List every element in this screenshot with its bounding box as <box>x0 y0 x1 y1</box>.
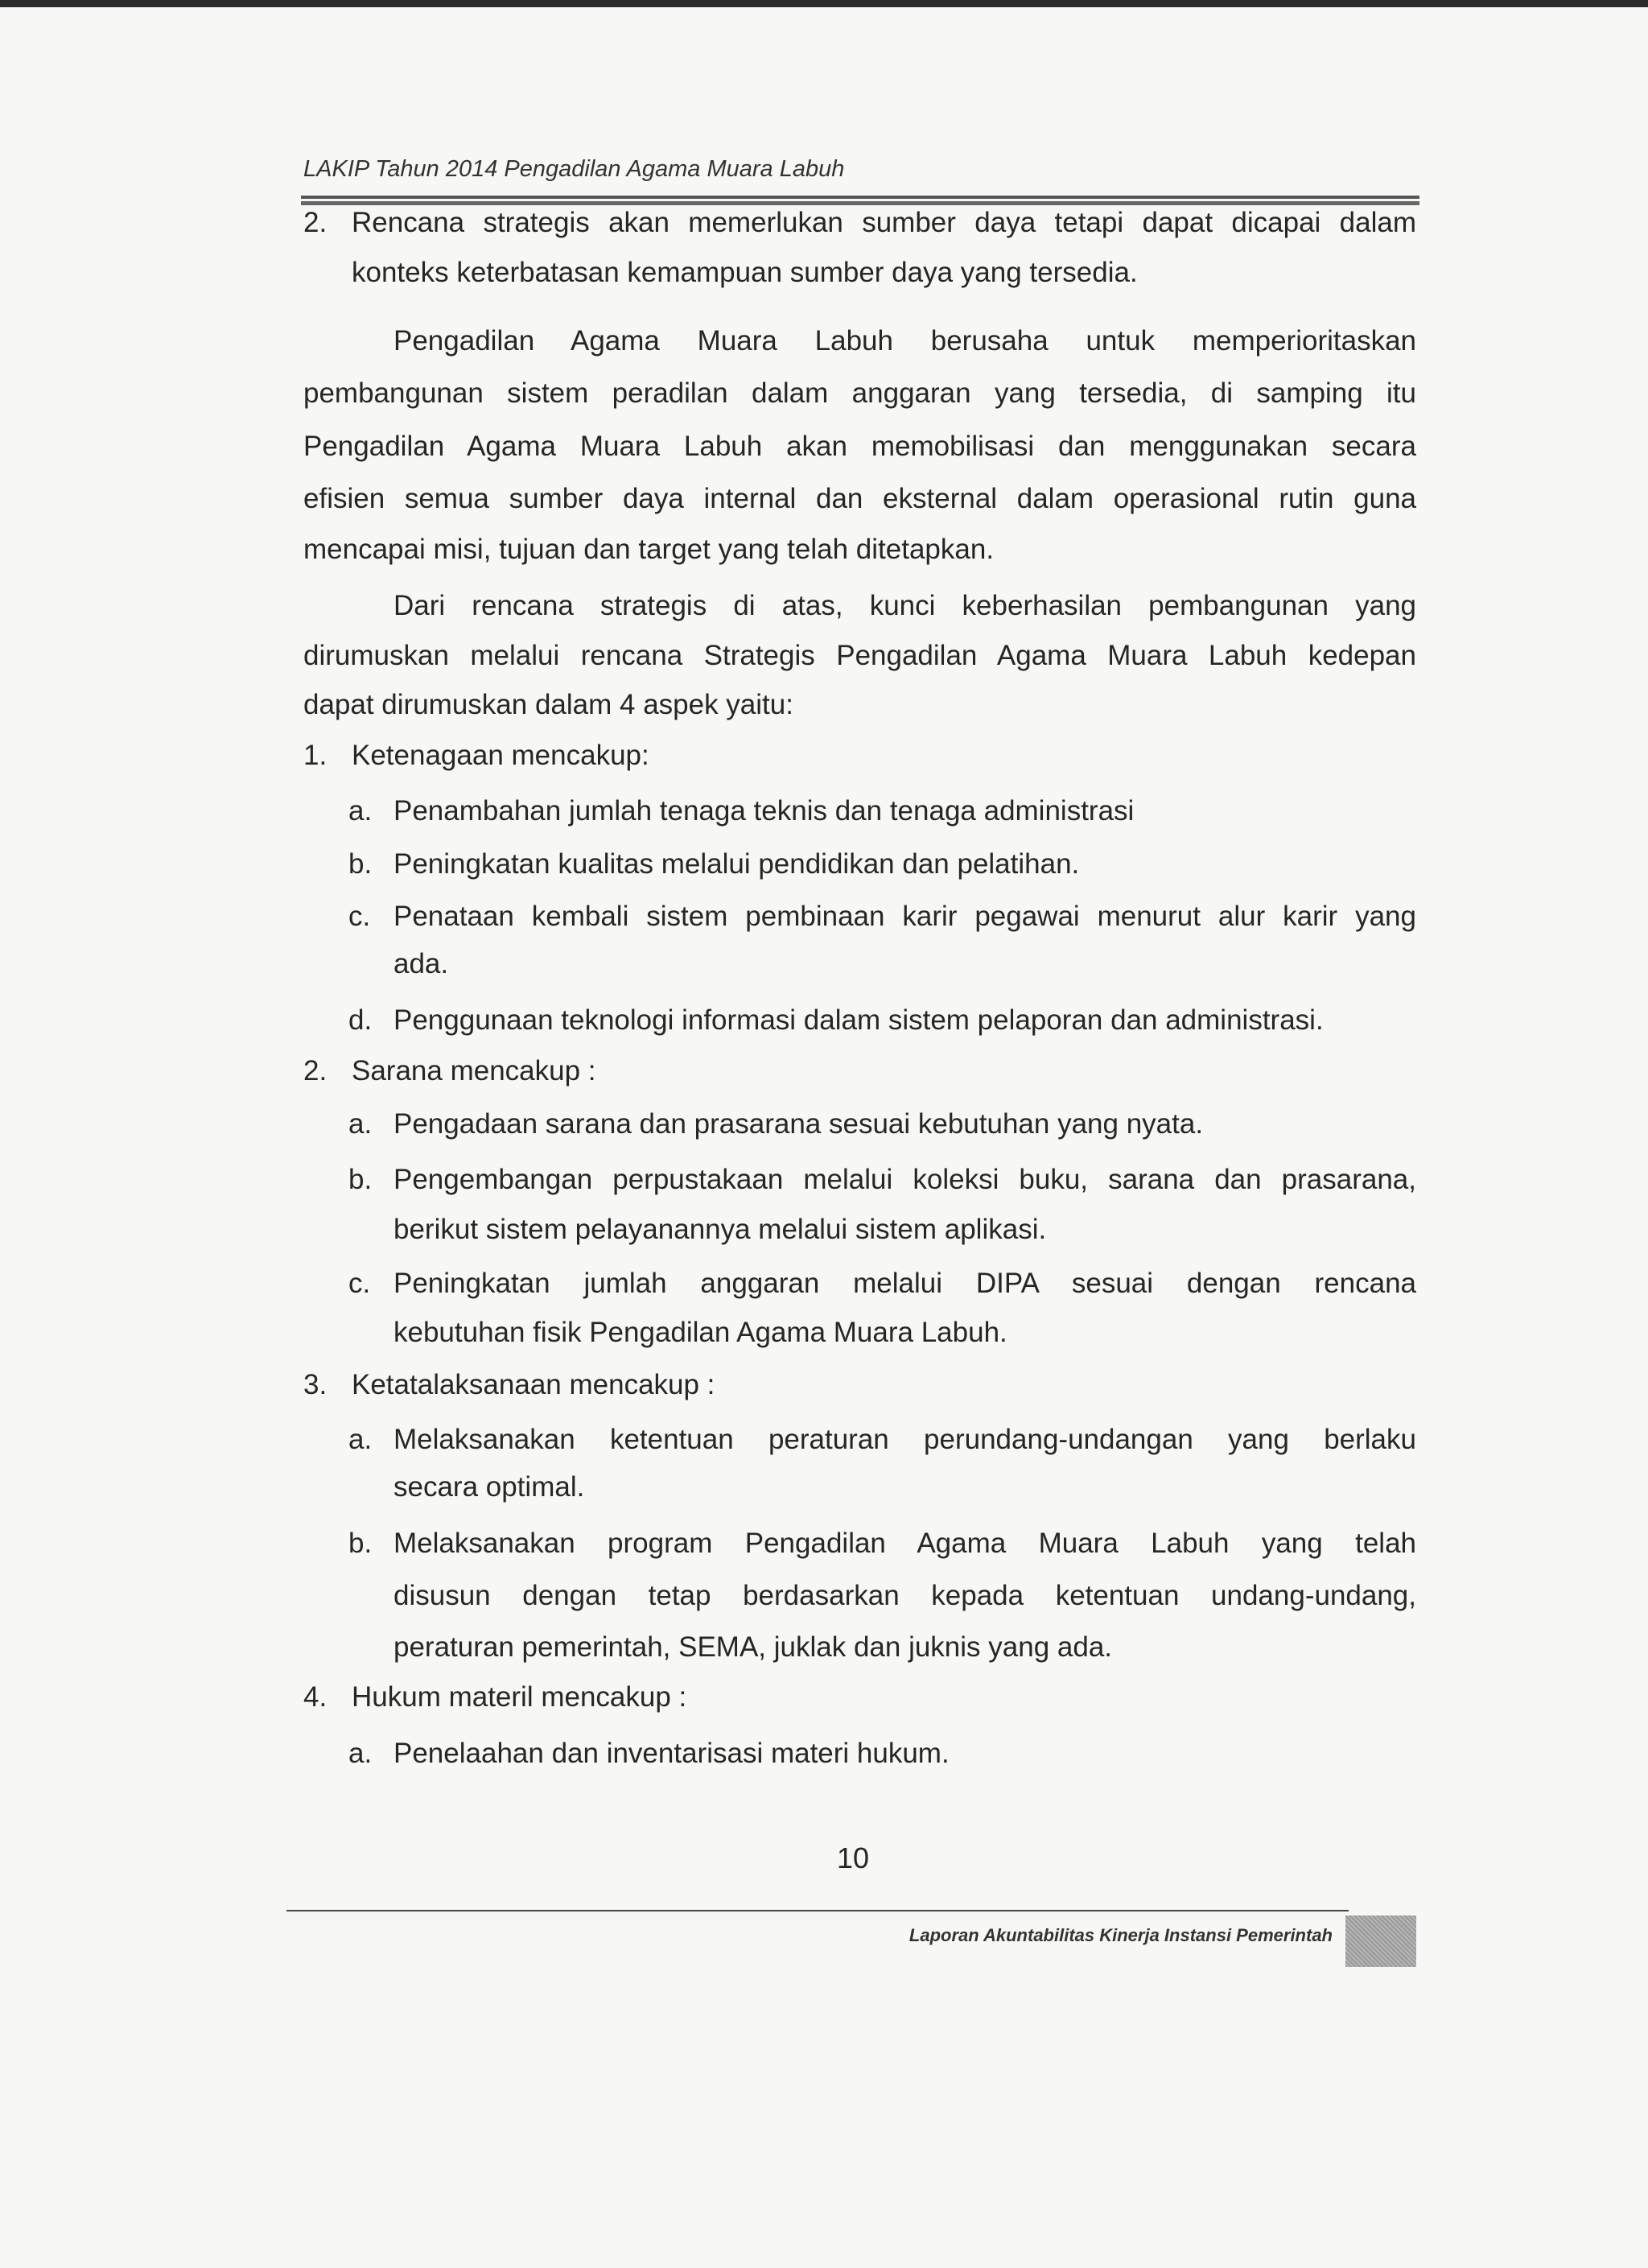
header-rule-thick <box>301 201 1419 205</box>
sub-item-line: Penelaahan dan inventarisasi materi hukum. <box>393 1738 950 1769</box>
sub-item-line: peraturan pemerintah, SEMA, juklak dan juknis yang ada. <box>393 1631 1113 1663</box>
list-marker: 1. <box>303 740 328 771</box>
scan-top-border <box>0 0 1648 7</box>
sub-item-line: berikut sistem pelayanannya melalui sistem aplikasi. <box>393 1214 1047 1245</box>
list-item-line: Sarana mencakup : <box>352 1055 596 1087</box>
sub-item-line: secara optimal. <box>393 1471 585 1503</box>
sub-item-line: Penambahan jumlah tenaga teknis dan tenaga administrasi <box>393 795 1135 827</box>
paragraph-line: efisien semua sumber daya internal dan eksternal dalam operasional rutin guna <box>303 483 1416 514</box>
paragraph-line: mencapai misi, tujuan dan target yang telah ditetapkan. <box>303 534 995 565</box>
list-marker: 2. <box>303 207 328 238</box>
sub-item-line: Penggunaan teknologi informasi dalam sistem pelaporan dan administrasi. <box>393 1004 1324 1036</box>
paragraph-line: Pengadilan Agama Muara Labuh berusaha untuk memperioritaskan <box>393 325 1416 357</box>
paragraph-line: Dari rencana strategis di atas, kunci keberhasilan pembangunan yang <box>393 590 1416 621</box>
list-marker: 4. <box>303 1681 328 1713</box>
list-marker: a. <box>348 795 373 827</box>
list-item-line: Rencana strategis akan memerlukan sumber daya tetapi dapat dicapai dalam <box>352 207 1416 238</box>
list-marker: 3. <box>303 1369 328 1400</box>
paragraph-line: Pengadilan Agama Muara Labuh akan memobilisasi dan menggunakan secara <box>303 431 1416 462</box>
footer-decoration-box <box>1345 1915 1416 1967</box>
sub-item-line: Pengadaan sarana dan prasarana sesuai kebutuhan yang nyata. <box>393 1108 1204 1140</box>
sub-item-line: Pengembangan perpustakaan melalui koleksi buku, sarana dan prasarana, <box>393 1164 1416 1195</box>
list-marker: c. <box>348 901 371 932</box>
sub-item-line: kebutuhan fisik Pengadilan Agama Muara Labuh. <box>393 1317 1007 1348</box>
list-marker: c. <box>348 1268 371 1299</box>
sub-item-line: Peningkatan kualitas melalui pendidikan dan pelatihan. <box>393 848 1080 880</box>
list-marker: a. <box>348 1108 373 1140</box>
list-item-line: konteks keterbatasan kemampuan sumber daya yang tersedia. <box>352 257 1138 288</box>
running-footer: Laporan Akuntabilitas Kinerja Instansi Pemerintah <box>908 1925 1333 1945</box>
page-number: 10 <box>837 1841 870 1874</box>
sub-item-line: Melaksanakan program Pengadilan Agama Muara Labuh yang telah <box>393 1528 1416 1559</box>
list-item-line: Hukum materil mencakup : <box>352 1681 687 1713</box>
sub-item-line: disusun dengan tetap berdasarkan kepada ketentuan undang-undang, <box>393 1580 1416 1611</box>
running-header: LAKIP Tahun 2014 Pengadilan Agama Muara Labuh <box>303 156 845 182</box>
list-marker: d. <box>348 1004 373 1036</box>
list-marker: b. <box>348 1528 373 1559</box>
sub-item-line: ada. <box>393 948 449 979</box>
list-marker: a. <box>348 1738 373 1769</box>
sub-item-line: Peningkatan jumlah anggaran melalui DIPA sesuai dengan rencana <box>393 1268 1416 1299</box>
list-item-line: Ketatalaksanaan mencakup : <box>352 1369 715 1400</box>
paragraph-line: dirumuskan melalui rencana Strategis Pengadilan Agama Muara Labuh kedepan <box>303 640 1416 671</box>
list-marker: 2. <box>303 1055 328 1087</box>
list-marker: b. <box>348 1164 373 1195</box>
paragraph-line: dapat dirumuskan dalam 4 aspek yaitu: <box>303 689 793 720</box>
header-rule <box>301 196 1419 199</box>
paragraph-line: pembangunan sistem peradilan dalam anggaran yang tersedia, di samping itu <box>303 377 1416 409</box>
sub-item-line: Penataan kembali sistem pembinaan karir pegawai menurut alur karir yang <box>393 901 1416 932</box>
list-marker: b. <box>348 848 373 880</box>
list-marker: a. <box>348 1424 373 1455</box>
list-item-line: Ketenagaan mencakup: <box>352 740 649 771</box>
footer-rule <box>286 1910 1349 1911</box>
sub-item-line: Melaksanakan ketentuan peraturan perundang-undangan yang berlaku <box>393 1424 1416 1455</box>
